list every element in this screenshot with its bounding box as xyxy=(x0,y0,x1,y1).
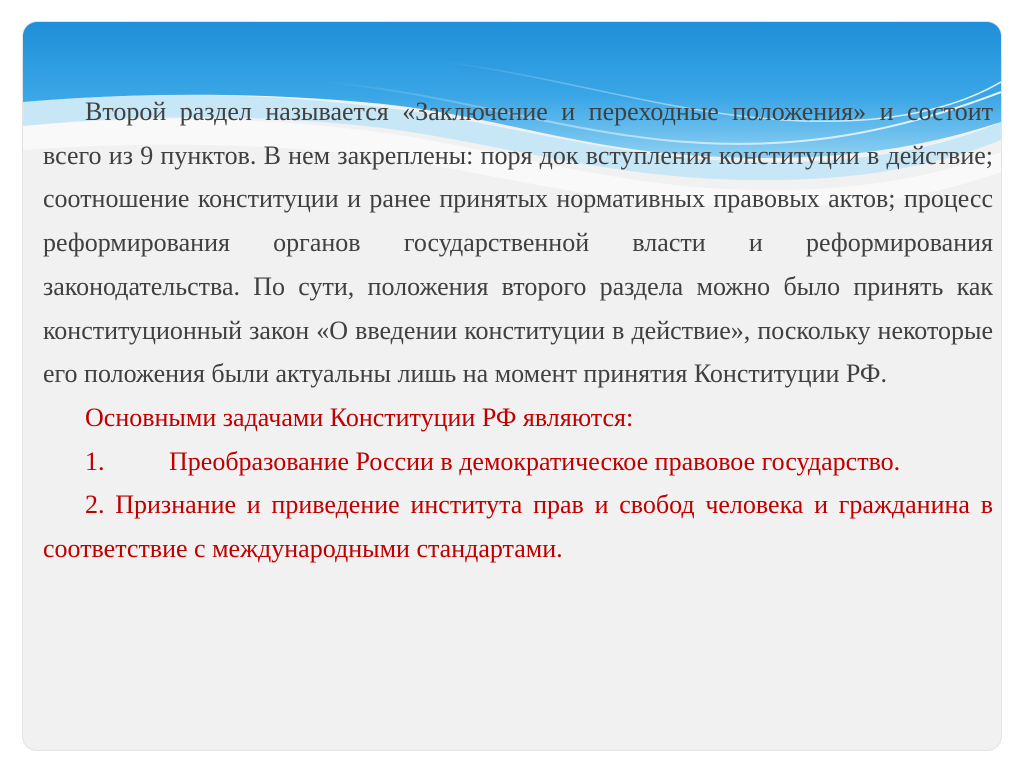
tasks-heading: Основными задачами Конституции РФ являются: xyxy=(85,402,634,432)
task-item-1-number: 1. xyxy=(85,446,105,476)
section-two-paragraph: Второй раздел называется «Заключение и переходные положения» и состоит всего из 9 пунктов. В нем закреплены: поря док вступления конституции в действие; соотношение конституции и ранее принятых нормативных правовых актов; процесс реформирования органов государственной власти и реформирования законодательства. По сути, положения второго раздела можно было принять как конституционный закон «О введении конституции в действие», поскольку некоторые его положения были актуальны лишь на момент принятия Конституции РФ. xyxy=(43,97,993,389)
presentation-slide xyxy=(23,22,1001,750)
task-item-1-text: Преобразование России в демократическое правовое государство. xyxy=(169,446,901,476)
task-item-1 xyxy=(43,440,993,484)
slide-content xyxy=(43,90,993,571)
task-item-2: 2. Признание и приведение института прав и свобод человека и гражданина в соответствие с международными стандартами. xyxy=(43,490,993,564)
